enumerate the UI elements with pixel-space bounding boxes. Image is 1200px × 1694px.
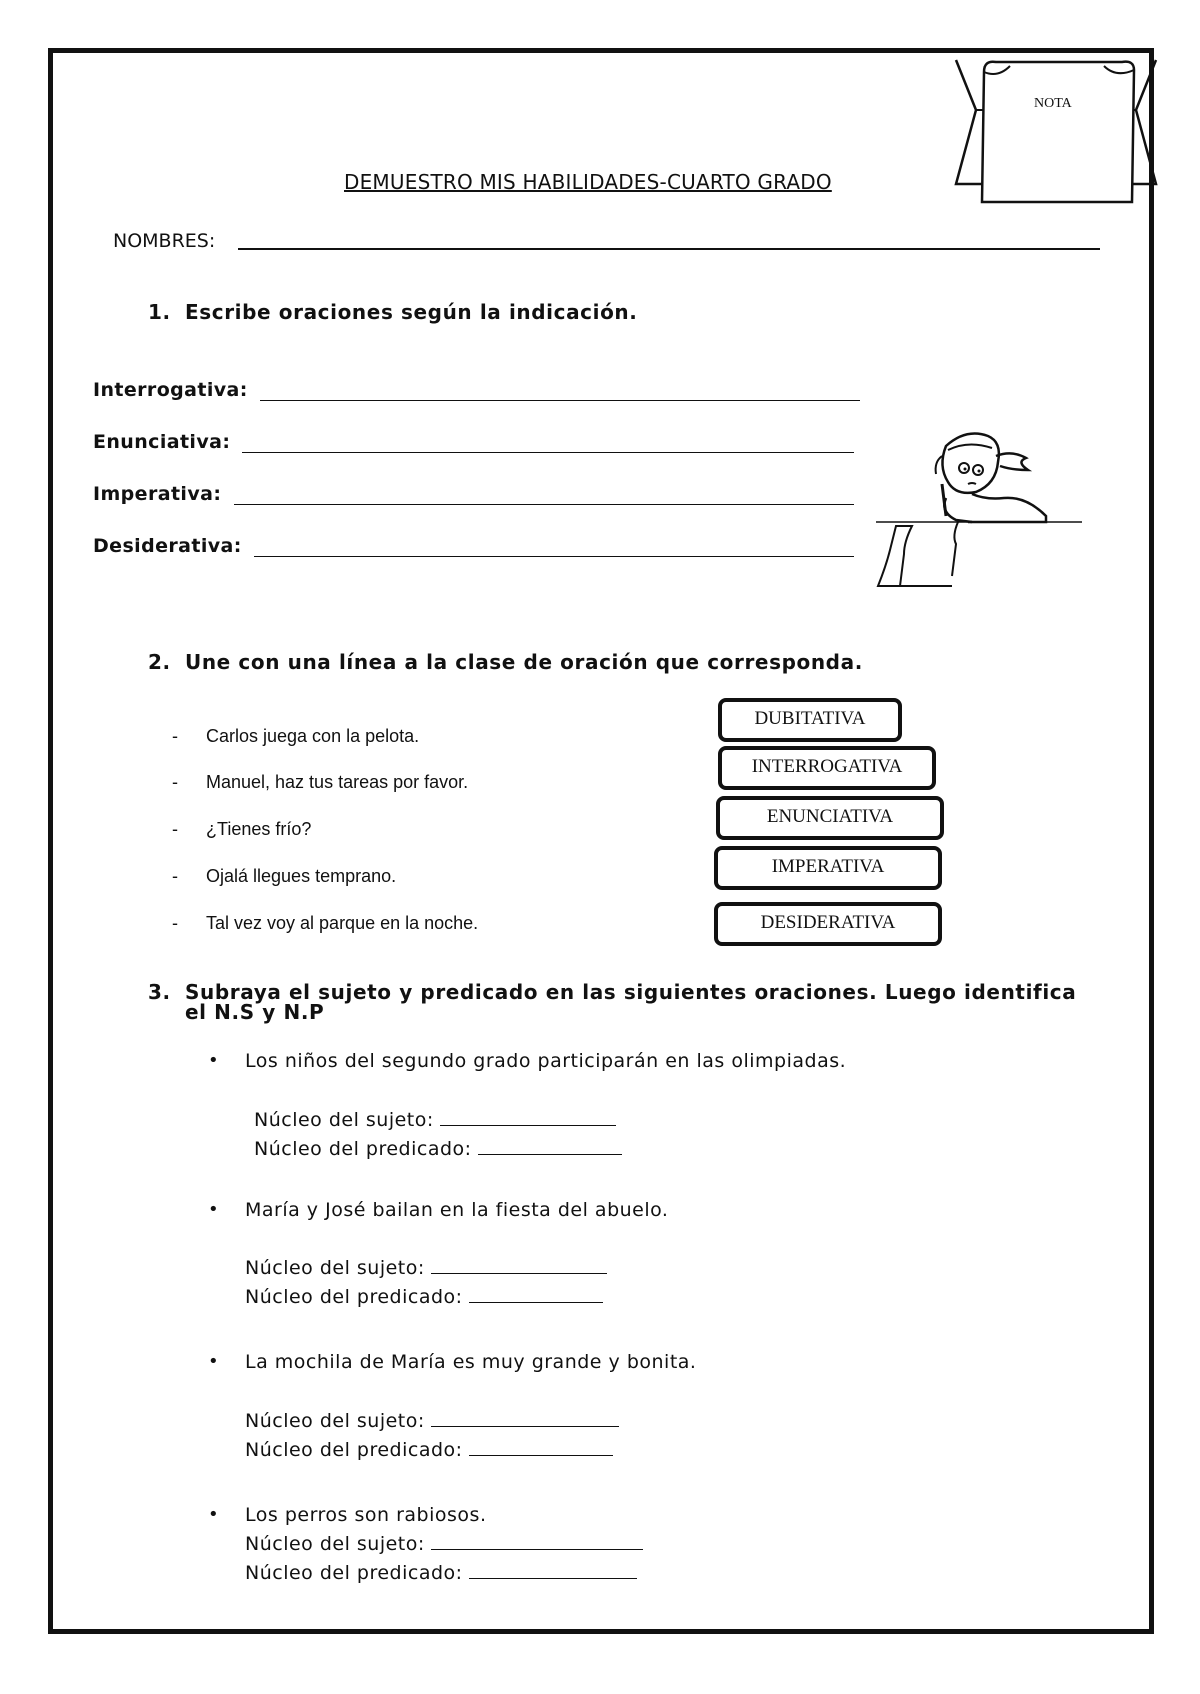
ns-line-4[interactable] — [431, 1548, 643, 1550]
field-interrogativa-line[interactable] — [260, 400, 860, 401]
field-imperativa-label: Imperativa: — [93, 483, 222, 505]
sentence-item: - Manuel, haz tus tareas por favor. — [172, 772, 469, 792]
section2-heading: 2. Une con una línea a la clase de oración que corresponda. — [148, 650, 863, 674]
bullet: • — [208, 1199, 219, 1220]
nombres-label: NOMBRES: — [113, 230, 216, 252]
section3-heading: 3. Subraya el sujeto y predicado en las siguientes oraciones. Luego identifica el N.S y N.P — [148, 980, 1077, 1024]
np-line-3[interactable] — [469, 1454, 613, 1456]
np-label-2: Núcleo del predicado: — [245, 1286, 603, 1308]
field-imperativa-line[interactable] — [234, 504, 854, 505]
np-label-4: Núcleo del predicado: — [245, 1562, 637, 1584]
box-enunciativa[interactable]: ENUNCIATIVA — [716, 796, 944, 840]
sentence-2: María y José bailan en la fiesta del abuelo. — [245, 1199, 669, 1221]
page-border — [48, 48, 1154, 1634]
np-label-3: Núcleo del predicado: — [245, 1439, 613, 1461]
sentence-item: - ¿Tienes frío? — [172, 819, 312, 839]
np-label-1: Núcleo del predicado: — [254, 1138, 622, 1160]
girl-writing-icon — [876, 426, 1091, 596]
ns-label-2: Núcleo del sujeto: — [245, 1257, 607, 1279]
sentence-item: - Ojalá llegues temprano. — [172, 866, 397, 886]
box-imperativa[interactable]: IMPERATIVA — [714, 846, 942, 890]
field-enunciativa-label: Enunciativa: — [93, 431, 231, 453]
sentence-item: - Tal vez voy al parque en la noche. — [172, 913, 479, 933]
nota-banner-icon — [954, 52, 1158, 212]
bullet: • — [208, 1050, 219, 1071]
ns-line-1[interactable] — [440, 1124, 616, 1126]
field-enunciativa-line[interactable] — [242, 452, 854, 453]
box-interrogativa[interactable]: INTERROGATIVA — [718, 746, 936, 790]
page-title: DEMUESTRO MIS HABILIDADES-CUARTO GRADO — [344, 170, 832, 194]
ns-label-1: Núcleo del sujeto: — [254, 1109, 616, 1131]
sentence-item: - Carlos juega con la pelota. — [172, 726, 420, 746]
np-line-4[interactable] — [469, 1577, 637, 1579]
sentence-1: Los niños del segundo grado participarán en las olimpiadas. — [245, 1050, 847, 1072]
ns-line-3[interactable] — [431, 1425, 619, 1427]
np-line-1[interactable] — [478, 1153, 622, 1155]
box-dubitativa[interactable]: DUBITATIVA — [718, 698, 902, 742]
sentence-3: La mochila de María es muy grande y bonita. — [245, 1351, 697, 1373]
field-desiderativa-line[interactable] — [254, 556, 854, 557]
nombres-line[interactable] — [238, 248, 1100, 250]
field-desiderativa-label: Desiderativa: — [93, 535, 242, 557]
np-line-2[interactable] — [469, 1301, 603, 1303]
bullet: • — [208, 1351, 219, 1372]
ns-line-2[interactable] — [431, 1272, 607, 1274]
ns-label-4: Núcleo del sujeto: — [245, 1533, 643, 1555]
sentence-4: Los perros son rabiosos. — [245, 1504, 487, 1526]
nota-label: NOTA — [1034, 96, 1072, 111]
ns-label-3: Núcleo del sujeto: — [245, 1410, 619, 1432]
section1-heading: 1. Escribe oraciones según la indicación. — [148, 300, 638, 324]
bullet: • — [208, 1504, 219, 1525]
box-desiderativa[interactable]: DESIDERATIVA — [714, 902, 942, 946]
field-interrogativa-label: Interrogativa: — [93, 379, 248, 401]
